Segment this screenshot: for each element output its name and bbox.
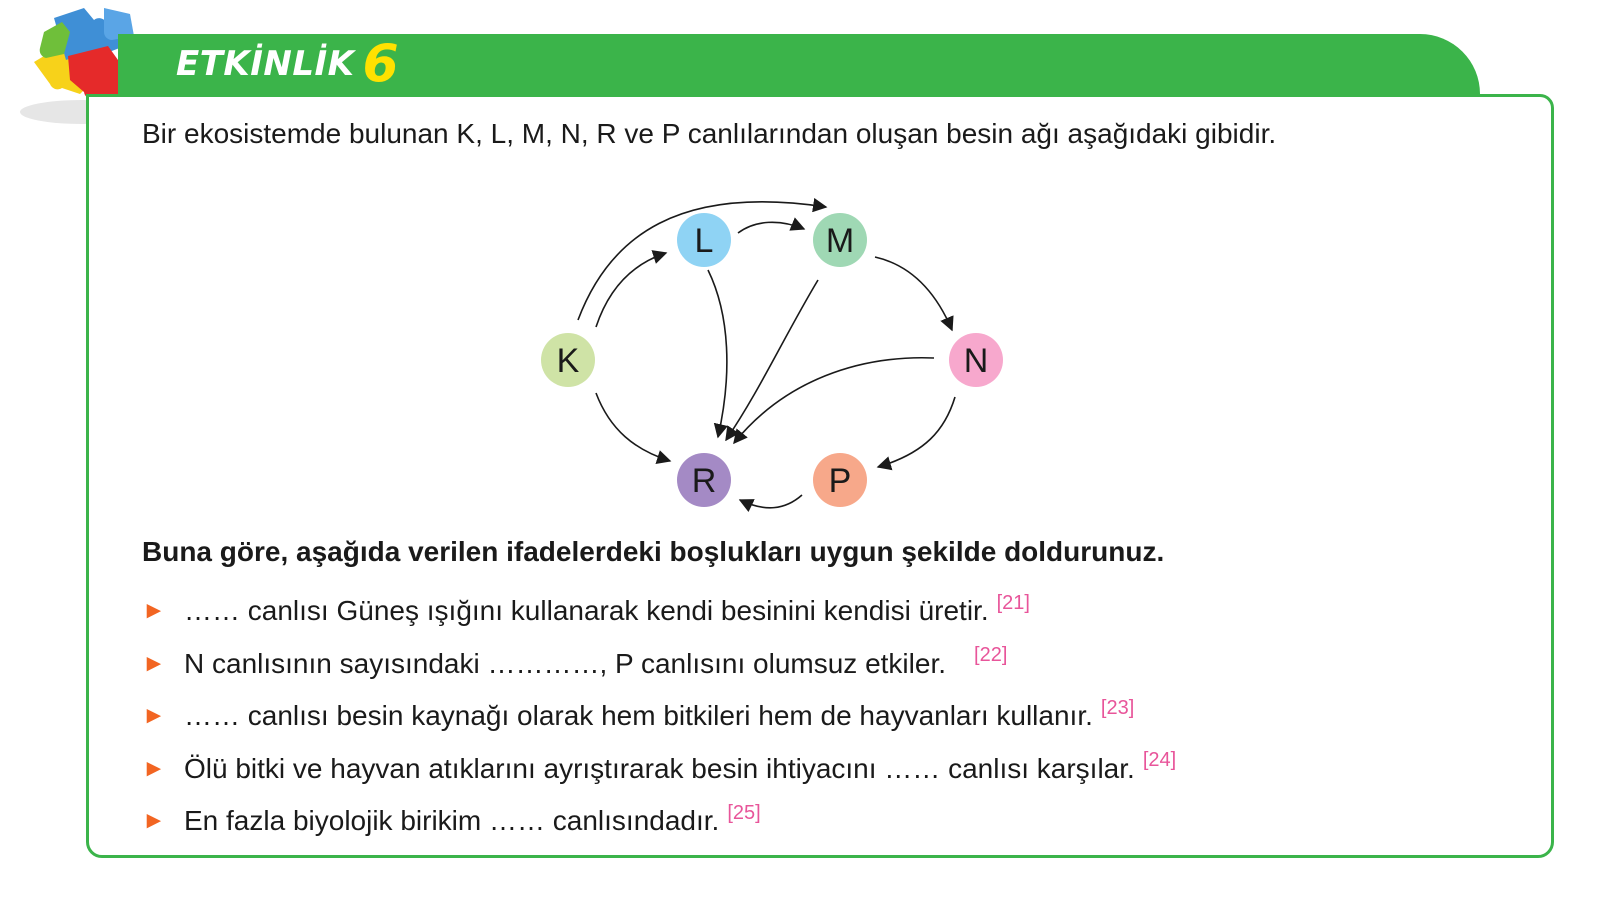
statement-item xyxy=(142,795,1176,848)
node-N xyxy=(949,333,1003,387)
statement-text: …… canlısı besin kaynağı olarak hem bitkileri hem de hayvanları kullanır. xyxy=(184,700,1093,732)
statement-text: N canlısının sayısındaki …………, P canlısını olumsuz etkiler. xyxy=(184,647,947,679)
activity-title xyxy=(176,34,400,94)
reference-number: [23] xyxy=(1100,696,1135,719)
intro-text: Bir ekosistemde bulunan K, L, M, N, R ve P canlılarından oluşan besin ağı aşağıdaki gibidir. xyxy=(142,118,1277,149)
statement-item xyxy=(142,638,1176,691)
edge-N-P xyxy=(878,397,955,467)
reference-number: [24] xyxy=(1142,749,1177,772)
activity-title-label: ETKİNLİK xyxy=(176,44,355,84)
reference-number: [22] xyxy=(974,644,1008,667)
node-label-M: M xyxy=(825,222,855,260)
edge-M-N xyxy=(875,257,952,330)
node-label-L: L xyxy=(694,222,714,260)
node-label-K: K xyxy=(556,342,580,380)
edge-K-R xyxy=(596,393,670,461)
statement-text: …… canlısı Güneş ışığını kullanarak kendi besinini kendisi üretir. xyxy=(184,595,989,627)
node-label-N: N xyxy=(963,342,989,380)
statement-text: En fazla biyolojik birikim …… canlısındadır. xyxy=(184,805,720,837)
triangle-bullet-icon: ► xyxy=(142,649,166,677)
triangle-bullet-icon: ► xyxy=(142,597,166,625)
statement-list xyxy=(142,585,1176,848)
triangle-bullet-icon: ► xyxy=(142,807,166,835)
node-L xyxy=(677,213,731,267)
node-K xyxy=(541,333,595,387)
statement-text: Ölü bitki ve hayvan atıklarını ayrıştırarak besin ihtiyacını …… canlısı karşılar. xyxy=(184,752,1135,784)
node-R xyxy=(677,453,731,507)
node-label-P: P xyxy=(828,462,852,500)
node-P xyxy=(813,453,867,507)
statement-item xyxy=(142,743,1176,796)
edge-K-L xyxy=(596,253,666,327)
edge-P-R xyxy=(740,495,802,508)
edge-M-R xyxy=(726,280,818,440)
food-web-diagram xyxy=(520,175,1040,525)
activity-number: 6 xyxy=(362,34,400,94)
edge-L-M xyxy=(738,222,804,233)
statement-item xyxy=(142,585,1176,638)
statement-item xyxy=(142,690,1176,743)
instruction-text: Buna göre, aşağıda verilen ifadelerdeki boşlukları uygun şekilde doldurunuz. xyxy=(142,536,1165,567)
triangle-bullet-icon: ► xyxy=(142,702,166,730)
triangle-bullet-icon: ► xyxy=(142,754,166,782)
reference-number: [21] xyxy=(996,591,1030,614)
reference-number: [25] xyxy=(727,801,761,824)
edge-L-R xyxy=(708,270,727,437)
edge-N-R xyxy=(734,358,934,443)
node-M xyxy=(813,213,867,267)
node-label-R: R xyxy=(691,462,717,500)
